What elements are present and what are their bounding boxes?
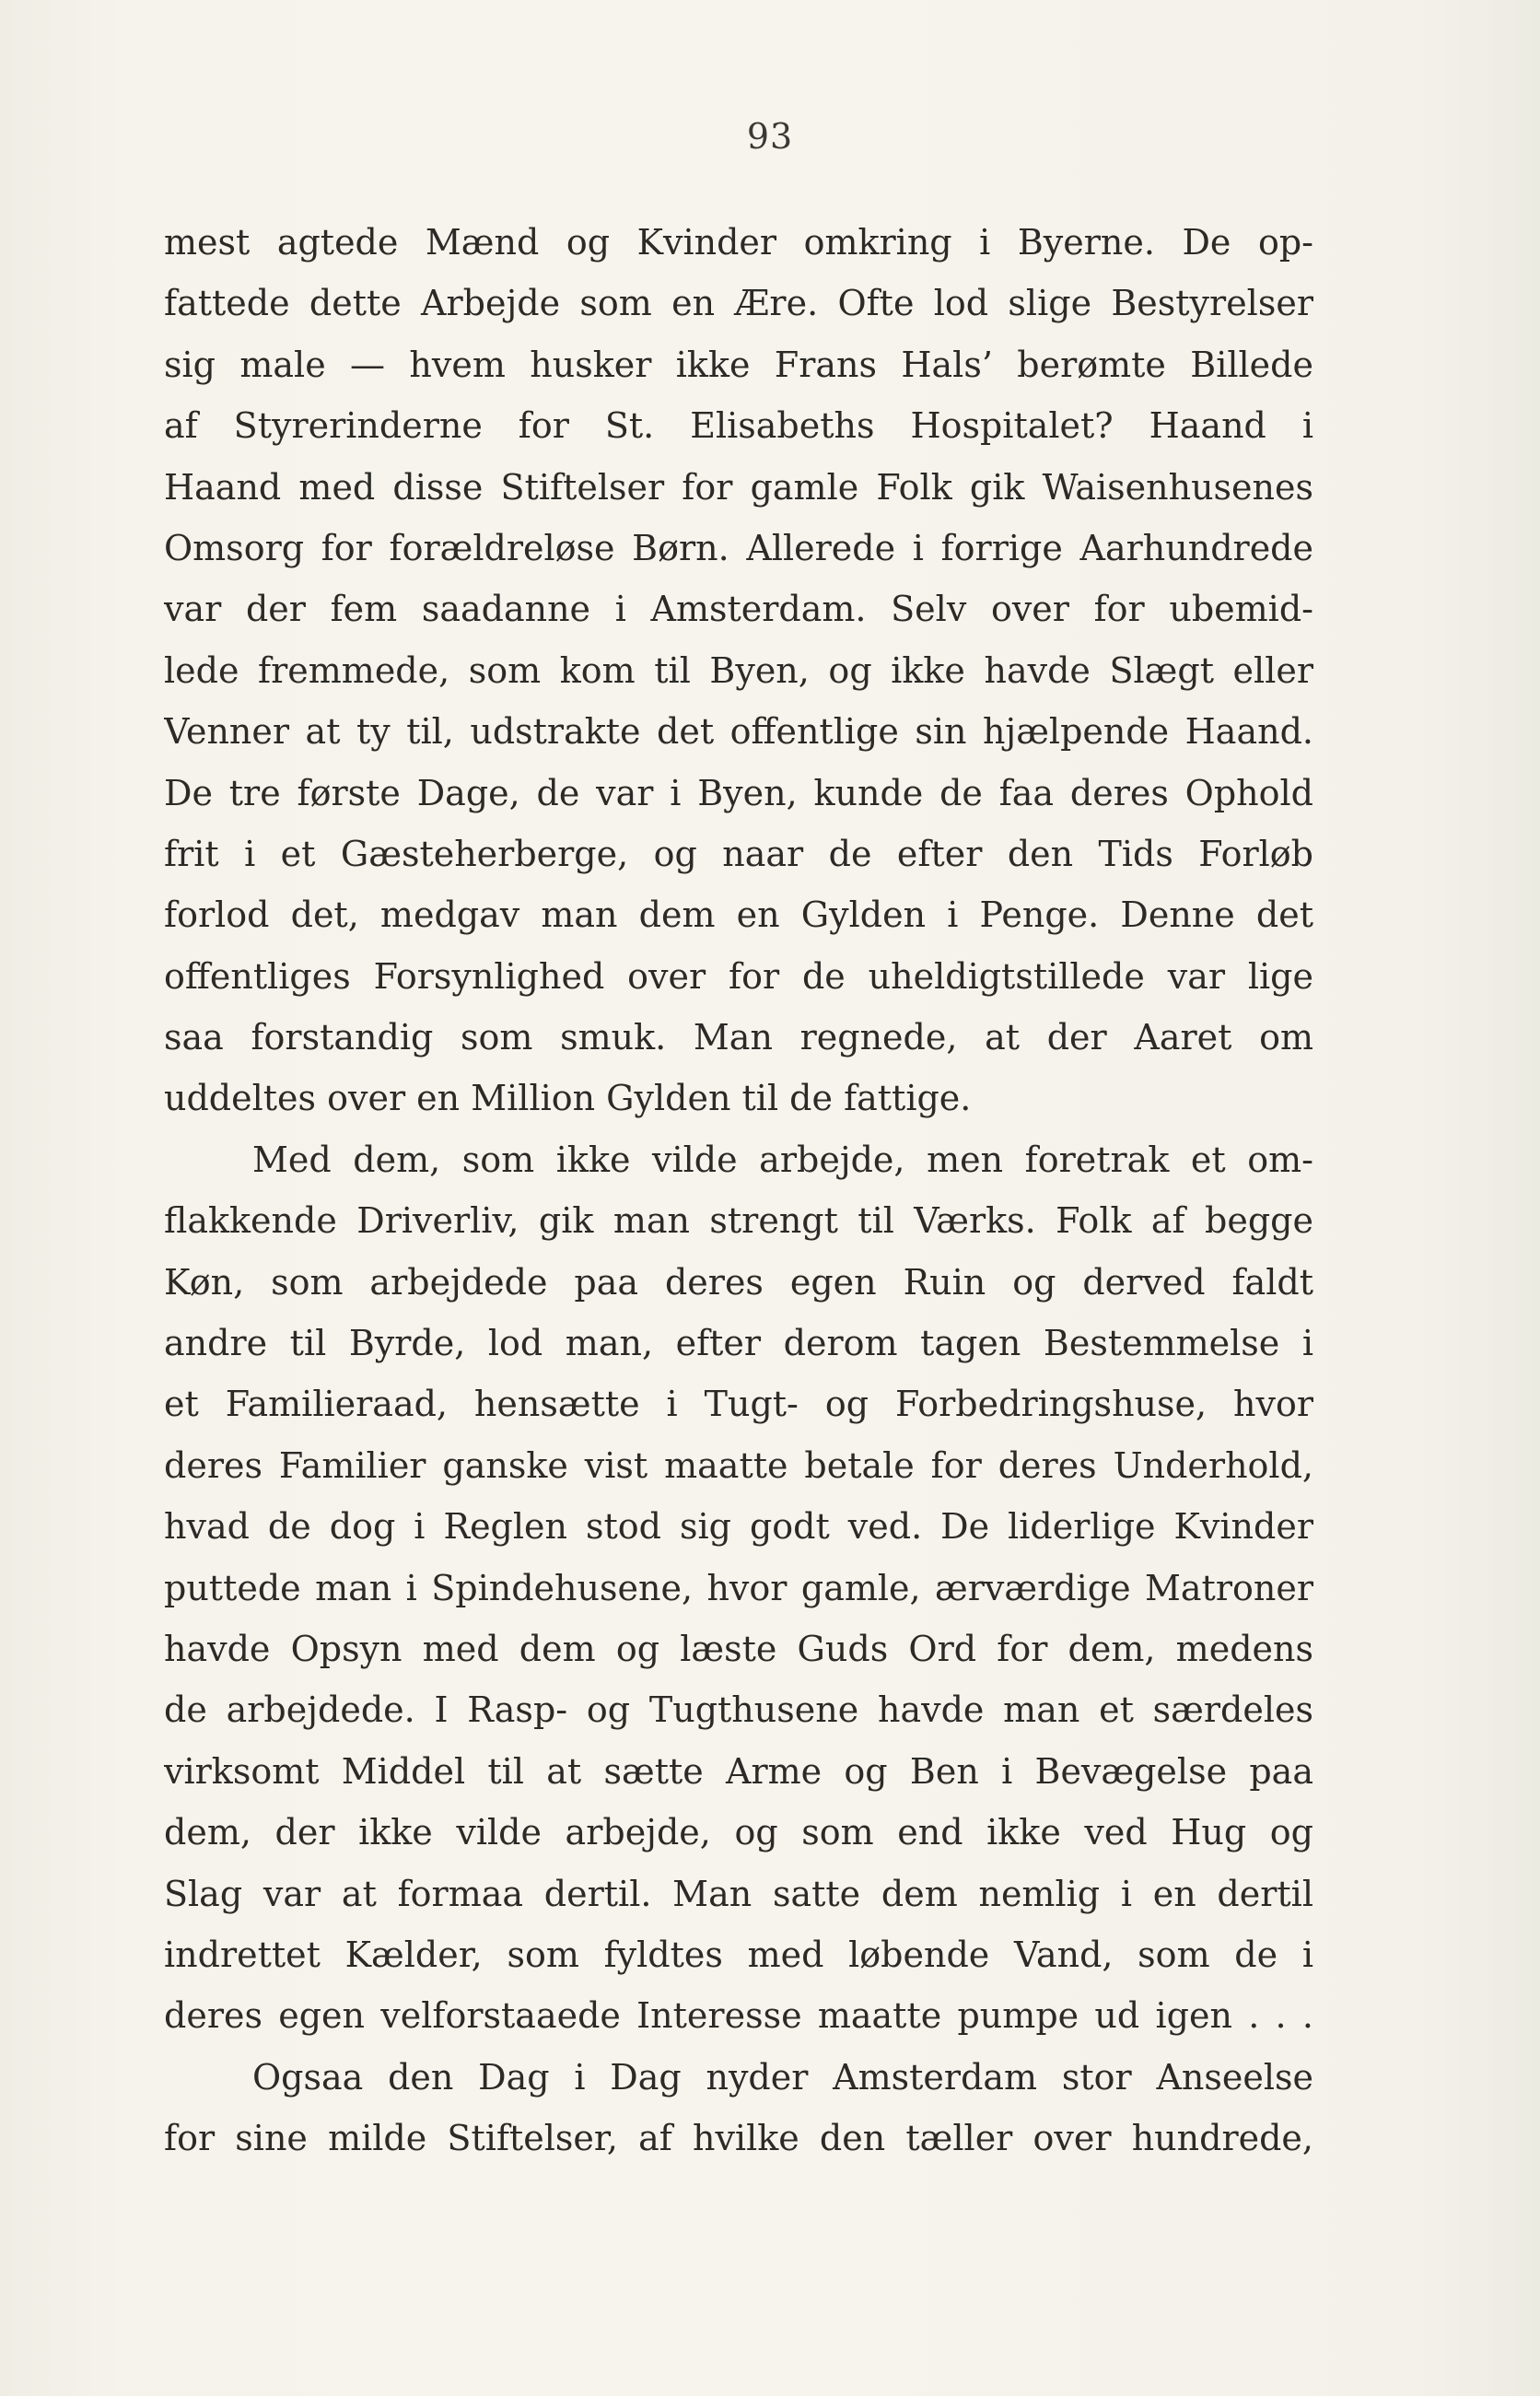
text-line: Med dem, som ikke vilde arbejde, men foretrak et om- <box>252 1139 1313 1180</box>
text-line: mest agtede Mænd og Kvinder omkring i Byerne. De op- <box>164 222 1313 263</box>
text-line: andre til Byrde, lod man, efter derom tagen Bestemmelse i <box>164 1323 1313 1364</box>
text-line: indrettet Kælder, som fyldtes med løbende Vand, som de i <box>164 1934 1313 1975</box>
page-number: 93 <box>746 116 794 157</box>
text-line: hvad de dog i Reglen stod sig godt ved. De liderlige Kvinder <box>164 1506 1313 1548</box>
text-line: af Styrerinderne for St. Elisabeths Hospitalet? Haand i <box>164 405 1313 447</box>
text-line: offentliges Forsynlighed over for de uheldigtstillede var lige <box>164 955 1313 997</box>
text-line: flakkende Driverliv, gik man strengt til Værks. Folk af begge <box>164 1200 1313 1242</box>
text-line: de arbejdede. I Rasp- og Tugthusene havde man et særdeles <box>164 1689 1313 1731</box>
text-line: deres egen velforstaaede Interesse maatte pumpe ud igen . . . <box>164 1995 1313 2037</box>
text-line: Venner at ty til, udstrakte det offentlige sin hjælpende Haand. <box>164 711 1313 753</box>
text-line: De tre første Dage, de var i Byen, kunde de faa deres Ophold <box>164 772 1313 813</box>
text-line: Omsorg for forældreløse Børn. Allerede i forrige Aarhundrede <box>164 527 1313 568</box>
text-line: lede fremmede, som kom til Byen, og ikke havde Slægt eller <box>164 649 1313 691</box>
text-line: saa forstandig som smuk. Man regnede, at der Aaret om <box>164 1017 1313 1058</box>
text-line: uddeltes over en Million Gylden til de fattige. <box>164 1078 972 1119</box>
text-line: Køn, som arbejdede paa deres egen Ruin og derved faldt <box>164 1261 1313 1303</box>
text-line: sig male — hvem husker ikke Frans Hals’ berømte Billede <box>164 344 1313 385</box>
body-text <box>164 212 1313 2169</box>
text-line: for sine milde Stiftelser, af hvilke den tæller over hundrede, <box>164 2118 1313 2159</box>
text-line: Ogsaa den Dag i Dag nyder Amsterdam stor Anseelse <box>252 2056 1313 2098</box>
text-line: havde Opsyn med dem og læste Guds Ord for dem, medens <box>164 1628 1313 1669</box>
text-line: deres Familier ganske vist maatte betale for deres Underhold, <box>164 1444 1313 1486</box>
text-line: var der fem saadanne i Amsterdam. Selv over for ubemid- <box>164 589 1313 630</box>
text-line: virksomt Middel til at sætte Arme og Ben i Bevægelse paa <box>164 1750 1313 1792</box>
text-line: puttede man i Spindehusene, hvor gamle, ærværdige Matroner <box>164 1567 1313 1608</box>
text-line: forlod det, medgav man dem en Gylden i Penge. Denne det <box>164 894 1313 936</box>
text-line: dem, der ikke vilde arbejde, og som end ikke ved Hug og <box>164 1812 1313 1853</box>
text-line: frit i et Gæsteherberge, og naar de efter den Tids Forløb <box>164 833 1313 874</box>
text-line: Haand med disse Stiftelser for gamle Folk gik Waisenhusenes <box>164 466 1313 508</box>
text-line: et Familieraad, hensætte i Tugt- og Forbedringshuse, hvor <box>164 1384 1313 1425</box>
text-line: fattede dette Arbejde som en Ære. Ofte lod slige Bestyrelser <box>164 283 1313 324</box>
text-line: Slag var at formaa dertil. Man satte dem nemlig i en dertil <box>164 1873 1313 1914</box>
